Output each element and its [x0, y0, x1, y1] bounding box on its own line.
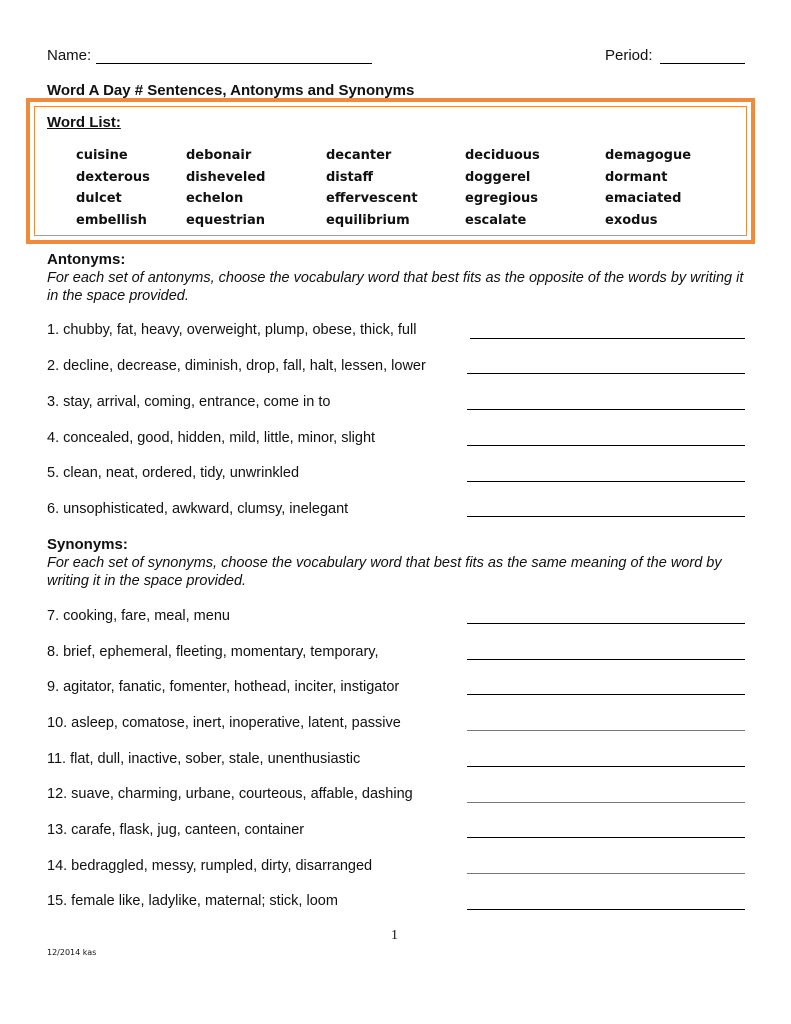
word-list-item: deciduous [465, 148, 540, 163]
answer-blank[interactable] [467, 445, 745, 446]
word-list-item: dulcet [76, 191, 122, 206]
page-title: Word A Day # Sentences, Antonyms and Synonyms [47, 82, 415, 99]
word-list-item: debonair [186, 148, 252, 163]
synonym-item: 7. cooking, fare, meal, menu [47, 608, 230, 624]
word-list-item: cuisine [76, 148, 128, 163]
word-list-item: equestrian [186, 213, 266, 228]
word-list-item: effervescent [326, 191, 418, 206]
answer-blank[interactable] [467, 802, 745, 803]
synonym-item: 13. carafe, flask, jug, canteen, container [47, 822, 305, 838]
word-list-item: exodus [605, 213, 658, 228]
synonym-item: 12. suave, charming, urbane, courteous, affable, dashing [47, 786, 413, 802]
antonym-item: 2. decline, decrease, diminish, drop, fall, halt, lessen, lower [47, 358, 426, 374]
answer-blank[interactable] [467, 909, 745, 910]
word-list-item: doggerel [465, 170, 531, 185]
footer-code: 12/2014 kas [47, 948, 97, 957]
answer-blank[interactable] [467, 694, 745, 695]
answer-blank[interactable] [467, 623, 745, 624]
word-list-heading: Word List: [47, 114, 121, 131]
name-field[interactable] [96, 63, 372, 64]
synonym-item: 10. asleep, comatose, inert, inoperative, latent, passive [47, 715, 401, 731]
word-list-item: dexterous [76, 170, 150, 185]
word-list-item: disheveled [186, 170, 266, 185]
answer-blank[interactable] [467, 409, 745, 410]
period-label: Period: [605, 47, 653, 64]
synonyms-instructions: For each set of synonyms, choose the vocabulary word that best fits as the same meaning of the word by writing it in the space provided. [47, 555, 722, 589]
word-list-item: emaciated [605, 191, 682, 206]
word-list-item: equilibrium [326, 213, 410, 228]
antonym-item: 6. unsophisticated, awkward, clumsy, inelegant [47, 501, 349, 517]
answer-blank[interactable] [470, 338, 745, 339]
antonym-item: 5. clean, neat, ordered, tidy, unwrinkled [47, 465, 300, 481]
word-list-item: echelon [186, 191, 244, 206]
page-number: 1 [391, 928, 398, 943]
period-field[interactable] [660, 63, 745, 64]
answer-blank[interactable] [467, 766, 745, 767]
answer-blank[interactable] [467, 373, 745, 374]
synonyms-heading: Synonyms: [47, 536, 128, 553]
name-label: Name: [47, 47, 92, 64]
antonym-item: 3. stay, arrival, coming, entrance, come in to [47, 394, 331, 410]
word-list-item: escalate [465, 213, 527, 228]
synonym-item: 11. flat, dull, inactive, sober, stale, unenthusiastic [47, 751, 361, 767]
antonym-item: 1. chubby, fat, heavy, overweight, plump, obese, thick, full [47, 322, 417, 338]
word-list-item: demagogue [605, 148, 692, 163]
antonyms-heading: Antonyms: [47, 251, 126, 268]
word-list-item: distaff [326, 170, 374, 185]
word-list-item: egregious [465, 191, 539, 206]
antonym-item: 4. concealed, good, hidden, mild, little, minor, slight [47, 430, 376, 446]
answer-blank[interactable] [467, 516, 745, 517]
synonym-item: 9. agitator, fanatic, fomenter, hothead, inciter, instigator [47, 679, 400, 695]
synonym-item: 14. bedraggled, messy, rumpled, dirty, disarranged [47, 858, 373, 874]
synonym-item: 8. brief, ephemeral, fleeting, momentary, temporary, [47, 644, 379, 660]
answer-blank[interactable] [467, 481, 745, 482]
answer-blank[interactable] [467, 837, 745, 838]
word-list-item: dormant [605, 170, 668, 185]
antonyms-instructions: For each set of antonyms, choose the vocabulary word that best fits as the opposite of the words by writing it in the space provided. [47, 270, 744, 304]
answer-blank[interactable] [467, 730, 745, 731]
word-list-item: embellish [76, 213, 147, 228]
answer-blank[interactable] [467, 873, 745, 874]
synonym-item: 15. female like, ladylike, maternal; stick, loom [47, 893, 338, 909]
word-list-item: decanter [326, 148, 392, 163]
answer-blank[interactable] [467, 659, 745, 660]
